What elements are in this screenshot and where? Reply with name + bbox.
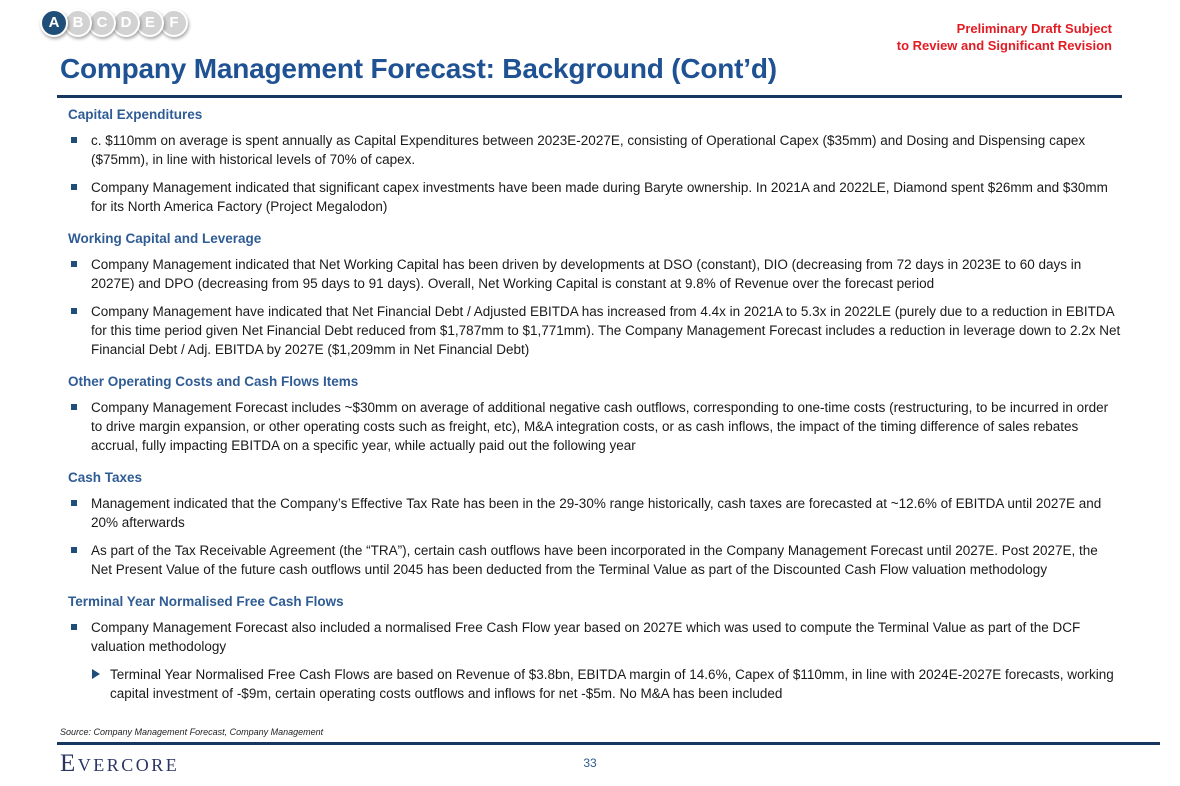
section-heading: Capital Expenditures <box>68 107 203 122</box>
step-badge-e: E <box>136 9 164 37</box>
bullet-text: c. $110mm on average is spent annually as Capital Expenditures between 2023E-2027E, consisting of Operational Capex ($35mm) and Dosing and Dispensing capex ($75mm), in line with historical levels of 70% of capex. <box>91 133 1086 167</box>
section-heading: Cash Taxes <box>68 470 143 485</box>
triangle-bullet-icon <box>92 669 100 679</box>
bullet-item <box>68 618 1122 656</box>
step-badges <box>40 9 188 41</box>
bullet-text: Company Management indicated that significant capex investments have been made during Baryte ownership. In 2021A and 2022LE, Diamond spent $26mm and $30mm for its North America Factory (Project Megalodon) <box>91 180 1108 214</box>
bullet-item <box>68 541 1122 579</box>
bullet-text: Company Management have indicated that Net Financial Debt / Adjusted EBITDA has increased from 4.4x in 2021A to 5.3x in 2022LE (purely due to a reduction in EBITDA for this time period given Net Financial Debt reduced from $1,787mm to $1,771mm). The Company Management Forecast includes a reduction in leverage down to 2.2x Net Financial Debt / Adj. EBITDA by 2027E ($1,209mm in Net Financial Debt) <box>91 304 1121 357</box>
bullet-item <box>68 255 1122 293</box>
section-heading: Other Operating Costs and Cash Flows Items <box>68 374 359 389</box>
sub-bullet-item <box>92 665 1122 703</box>
content-area <box>68 102 1122 713</box>
section-4 <box>68 589 1122 703</box>
square-bullet-icon <box>71 308 77 314</box>
square-bullet-icon <box>71 624 77 630</box>
step-badge-c: C <box>88 9 116 37</box>
disclaimer-line-1: Preliminary Draft Subject <box>956 21 1112 36</box>
square-bullet-icon <box>71 404 77 410</box>
footer-divider <box>57 742 1160 745</box>
bullet-text: Company Management Forecast includes ~$30mm on average of additional negative cash outflows, corresponding to one-time costs (restructuring, to be incurred in order to drive margin expansion, or other operating costs such as freight, etc), M&A integration costs, or as cash inflows, the impact of the timing difference of sales rebates accrual, fully impacting EBITDA on a specific year, while actually paid out the following year <box>91 400 1109 453</box>
section-heading: Terminal Year Normalised Free Cash Flows <box>68 594 344 609</box>
step-badge-d: D <box>112 9 140 37</box>
bullet-item <box>68 494 1122 532</box>
section-2 <box>68 369 1122 455</box>
logo-initial: E <box>60 750 78 777</box>
square-bullet-icon <box>71 184 77 190</box>
bullet-item <box>68 302 1122 359</box>
disclaimer <box>897 20 1112 54</box>
page-number: 33 <box>583 756 597 770</box>
bullet-item <box>68 398 1122 455</box>
square-bullet-icon <box>71 500 77 506</box>
disclaimer-line-2: to Review and Significant Revision <box>896 38 1112 53</box>
logo-rest: VERCORE <box>77 755 180 775</box>
step-badge-f: F <box>160 9 188 37</box>
section-0 <box>68 102 1122 216</box>
title-divider <box>57 95 1122 98</box>
square-bullet-icon <box>71 137 77 143</box>
section-1 <box>68 226 1122 359</box>
source-note: Source: Company Management Forecast, Company Management <box>60 727 324 737</box>
bullet-item <box>68 131 1122 169</box>
square-bullet-icon <box>71 261 77 267</box>
bullet-text: Company Management indicated that Net Working Capital has been driven by developments at DSO (constant), DIO (decreasing from 72 days in 2023E to 60 days in 2027E) and DPO (decreasing from 95 days to 91 days). Overall, Net Working Capital is constant at 9.8% of Revenue over the forecast period <box>91 257 1082 291</box>
page-title: Company Management Forecast: Background (Cont’d) <box>60 53 777 84</box>
step-badge-a: A <box>40 9 68 37</box>
square-bullet-icon <box>71 547 77 553</box>
sub-bullet-text: Terminal Year Normalised Free Cash Flows are based on Revenue of $3.8bn, EBITDA margin of 14.6%, Capex of $110mm, in line with 2024E-2027E forecasts, working capital investment of -$9m, certain operating costs outflows and inflows for net -$5m. No M&A has been included <box>110 667 1114 701</box>
step-badge-b: B <box>64 9 92 37</box>
section-3 <box>68 465 1122 579</box>
bullet-item <box>68 178 1122 216</box>
bullet-text: Management indicated that the Company’s Effective Tax Rate has been in the 29-30% range historically, cash taxes are forecasted at ~12.6% of EBITDA until 2027E and 20% afterwards <box>91 496 1102 530</box>
bullet-text: Company Management Forecast also included a normalised Free Cash Flow year based on 2027E which was used to compute the Terminal Value as part of the DCF valuation methodology <box>91 620 1081 654</box>
bullet-text: As part of the Tax Receivable Agreement (the “TRA”), certain cash outflows have been incorporated in the Company Management Forecast until 2027E. Post 2027E, the Net Present Value of the future cash outflows until 2045 has been deducted from the Terminal Value as part of the Discounted Cash Flow valuation methodology <box>91 543 1098 577</box>
section-heading: Working Capital and Leverage <box>68 231 262 246</box>
